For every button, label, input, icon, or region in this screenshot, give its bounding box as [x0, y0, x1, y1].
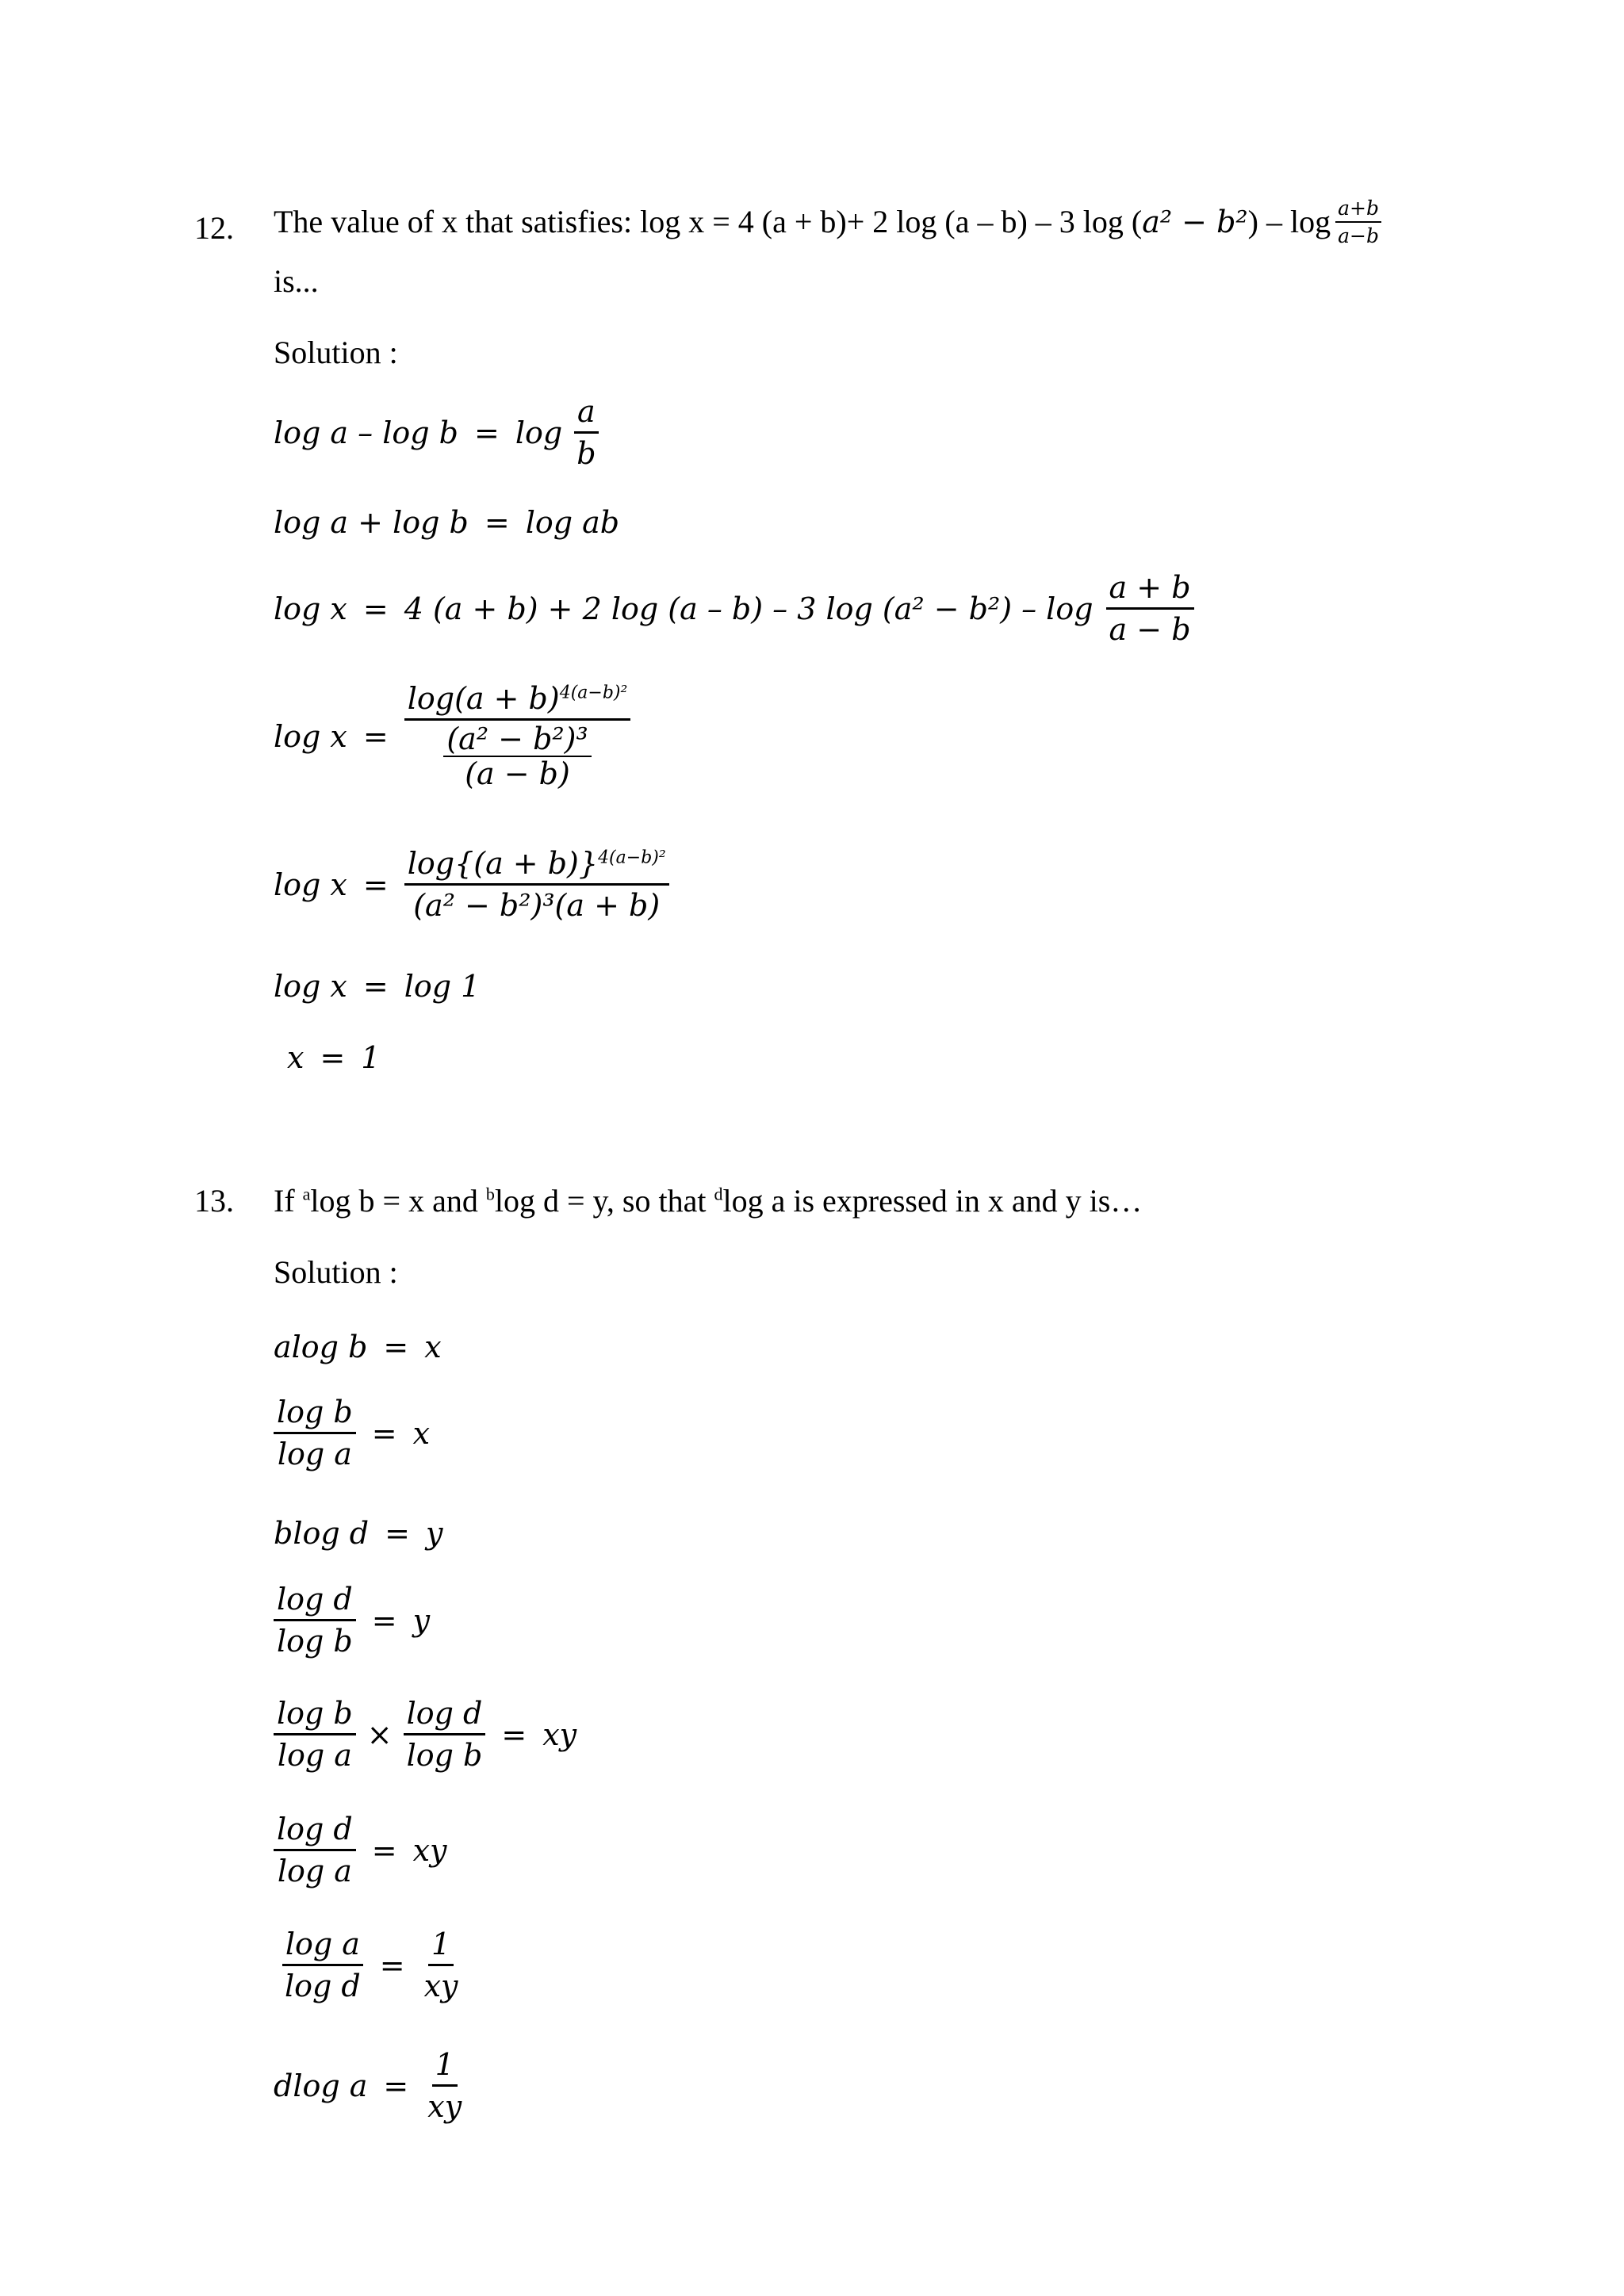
q12-line2 — [274, 507, 619, 538]
q13-l5-f2-num: log d — [404, 1698, 486, 1735]
q13-solution-label: Solution : — [274, 1254, 398, 1290]
equals-sign: = — [379, 1947, 405, 1983]
q12-l3-num: a + b — [1106, 572, 1194, 610]
q13-l5-f1-den: log a — [277, 1738, 352, 1773]
q12-l2-rhs: log ab — [525, 505, 620, 540]
q13-l7-num: log a — [282, 1929, 363, 1966]
q13-l7-rhs-fraction — [421, 1929, 462, 2001]
q13-l8-lhs: dlog a — [274, 2068, 368, 2103]
q12-l4-den-num: (a² − b²)³ — [443, 724, 591, 757]
q13-line7 — [282, 1929, 462, 2001]
q12-l1-fraction — [573, 396, 599, 469]
equals-sign: = — [484, 505, 510, 540]
q13-l4-fraction — [274, 1582, 356, 1659]
q13-stem-p1: log b = x and — [310, 1183, 486, 1219]
q12-l4-num-wrap — [404, 683, 631, 721]
q13-l5-fraction1 — [274, 1696, 356, 1773]
q13-line1 — [274, 1332, 442, 1362]
q12-solution-label: Solution : — [274, 335, 398, 370]
q13-l7-fraction — [282, 1929, 364, 2001]
q13-l8-rhs-num: 1 — [432, 2049, 458, 2087]
q13-l7-rhs-den: xy — [423, 1969, 458, 2003]
q13-l4-den: log b — [277, 1624, 353, 1659]
q12-l4-den-fraction — [443, 721, 591, 791]
q12-l4-num: log(a + b) — [407, 681, 560, 716]
q12-l5-den: (a² − b²)³(a + b) — [413, 888, 661, 923]
q12-l5-num: log{(a + b)} — [407, 846, 599, 881]
equals-sign: = — [362, 969, 389, 1004]
q13-l8-rhs-den: xy — [427, 2089, 462, 2124]
equals-sign: = — [362, 718, 389, 754]
equals-sign: = — [371, 1602, 397, 1638]
q13-stem-sup-a: a — [302, 1184, 311, 1204]
q13-l6-den: log a — [277, 1854, 352, 1888]
q13-l5-rhs: xy — [542, 1716, 577, 1752]
q12-line6 — [274, 969, 481, 1004]
q12-l5-num-exp: 4(a−b)² — [598, 848, 666, 868]
times-sign: × — [366, 1716, 393, 1752]
q12-line4 — [274, 683, 630, 789]
q12-l5-num-wrap — [404, 848, 669, 886]
q12-stem-frac-den: a−b — [1338, 224, 1379, 247]
q13-l2-rhs: x — [412, 1415, 431, 1451]
q12-l1-num: a — [574, 396, 599, 434]
q12-stem-end: ) – log — [1247, 204, 1331, 239]
q13-stem-if: If — [274, 1183, 303, 1219]
q13-l7-rhs-num: 1 — [428, 1929, 454, 1966]
q13-l2-den: log a — [277, 1437, 352, 1471]
q13-line6 — [274, 1814, 447, 1886]
q13-l5-f2-den: log b — [406, 1738, 483, 1773]
q13-l4-num: log d — [274, 1584, 356, 1621]
q12-l7-lhs: x — [287, 1040, 304, 1075]
q12-line1 — [274, 396, 599, 469]
q13-l7-den: log d — [285, 1969, 361, 2003]
q13-line4 — [274, 1582, 431, 1659]
q12-l5-fraction — [404, 846, 669, 923]
q12-stem-fraction — [1335, 198, 1381, 246]
q13-l5-fraction2 — [404, 1696, 486, 1773]
q12-line7 — [287, 1040, 381, 1075]
equals-sign: = — [362, 591, 389, 626]
q13-stem-sup-d: d — [714, 1184, 723, 1204]
q13-number: 13. — [194, 1183, 234, 1219]
q12-stem — [274, 198, 1381, 246]
equals-sign: = — [362, 867, 389, 902]
q13-line2 — [274, 1397, 430, 1469]
equals-sign: = — [383, 2068, 409, 2103]
q13-l2-fraction — [274, 1397, 356, 1469]
q12-l2-lhs: log a + log b — [274, 505, 469, 540]
q13-l3-lhs: blog d — [274, 1516, 370, 1551]
q13-l1-rhs: x — [424, 1330, 442, 1364]
q12-stem-start: The value of x that satisfies: log x = 4 (a + b)+ 2 log (a – b) – 3 log ( — [274, 204, 1143, 239]
q12-l7-rhs: 1 — [361, 1040, 381, 1075]
q12-l4-fraction — [404, 683, 631, 789]
equals-sign: = — [474, 415, 500, 450]
q13-stem-p2: log d = y, so that — [494, 1183, 714, 1219]
q13-l3-rhs: y — [425, 1516, 443, 1551]
q13-stem-p3: log a is expressed in x and y is… — [722, 1183, 1143, 1219]
equals-sign: = — [371, 1415, 397, 1451]
equals-sign: = — [385, 1516, 410, 1551]
q12-l4-num-exp: 4(a−b)² — [559, 683, 628, 703]
q13-l8-rhs-fraction — [424, 2049, 465, 2122]
q12-l3-lhs: log x — [274, 591, 347, 626]
q12-number: 12. — [194, 210, 234, 246]
q12-stem-frac-num: a+b — [1335, 198, 1381, 223]
equals-sign: = — [383, 1330, 409, 1364]
q13-line3 — [274, 1516, 443, 1551]
q13-l6-rhs: xy — [412, 1832, 447, 1868]
q12-l3-rhs: 4 (a + b) + 2 log (a – b) – 3 log (a² − b²) – log — [404, 591, 1094, 626]
equals-sign: = — [320, 1040, 346, 1075]
q13-l1-lhs: alog b — [274, 1330, 368, 1364]
q13-line5 — [274, 1696, 577, 1773]
q12-l4-den-wrap — [440, 721, 594, 789]
q12-l6-rhs: log 1 — [404, 969, 481, 1004]
q12-l5-lhs: log x — [274, 867, 347, 902]
q12-l4-lhs: log x — [274, 718, 347, 754]
q13-l6-fraction — [274, 1814, 356, 1886]
q13-l5-f1-num: log b — [274, 1698, 356, 1735]
q13-line8 — [274, 2049, 465, 2122]
q12-l1-den: b — [576, 436, 596, 471]
q12-line5 — [274, 846, 669, 923]
q12-stem-tail: is... — [274, 263, 319, 299]
equals-sign: = — [501, 1716, 527, 1752]
q12-l1-lhs: log a – log b — [274, 415, 459, 450]
q13-l2-num: log b — [274, 1397, 356, 1434]
q12-l4-den-den: (a − b) — [465, 756, 570, 791]
q12-stem-mid: a² − b² — [1142, 205, 1248, 239]
equals-sign: = — [371, 1832, 397, 1868]
q12-l1-log: log — [515, 415, 563, 450]
q12-l6-lhs: log x — [274, 969, 347, 1004]
q13-l6-num: log d — [274, 1814, 356, 1851]
q13-stem — [274, 1185, 1142, 1217]
q12-l3-den: a − b — [1109, 612, 1191, 647]
q13-l4-rhs: y — [412, 1602, 431, 1638]
q13-stem-sup-b: b — [485, 1184, 495, 1204]
q12-l3-fraction — [1106, 572, 1194, 645]
q12-line3 — [274, 572, 1194, 645]
